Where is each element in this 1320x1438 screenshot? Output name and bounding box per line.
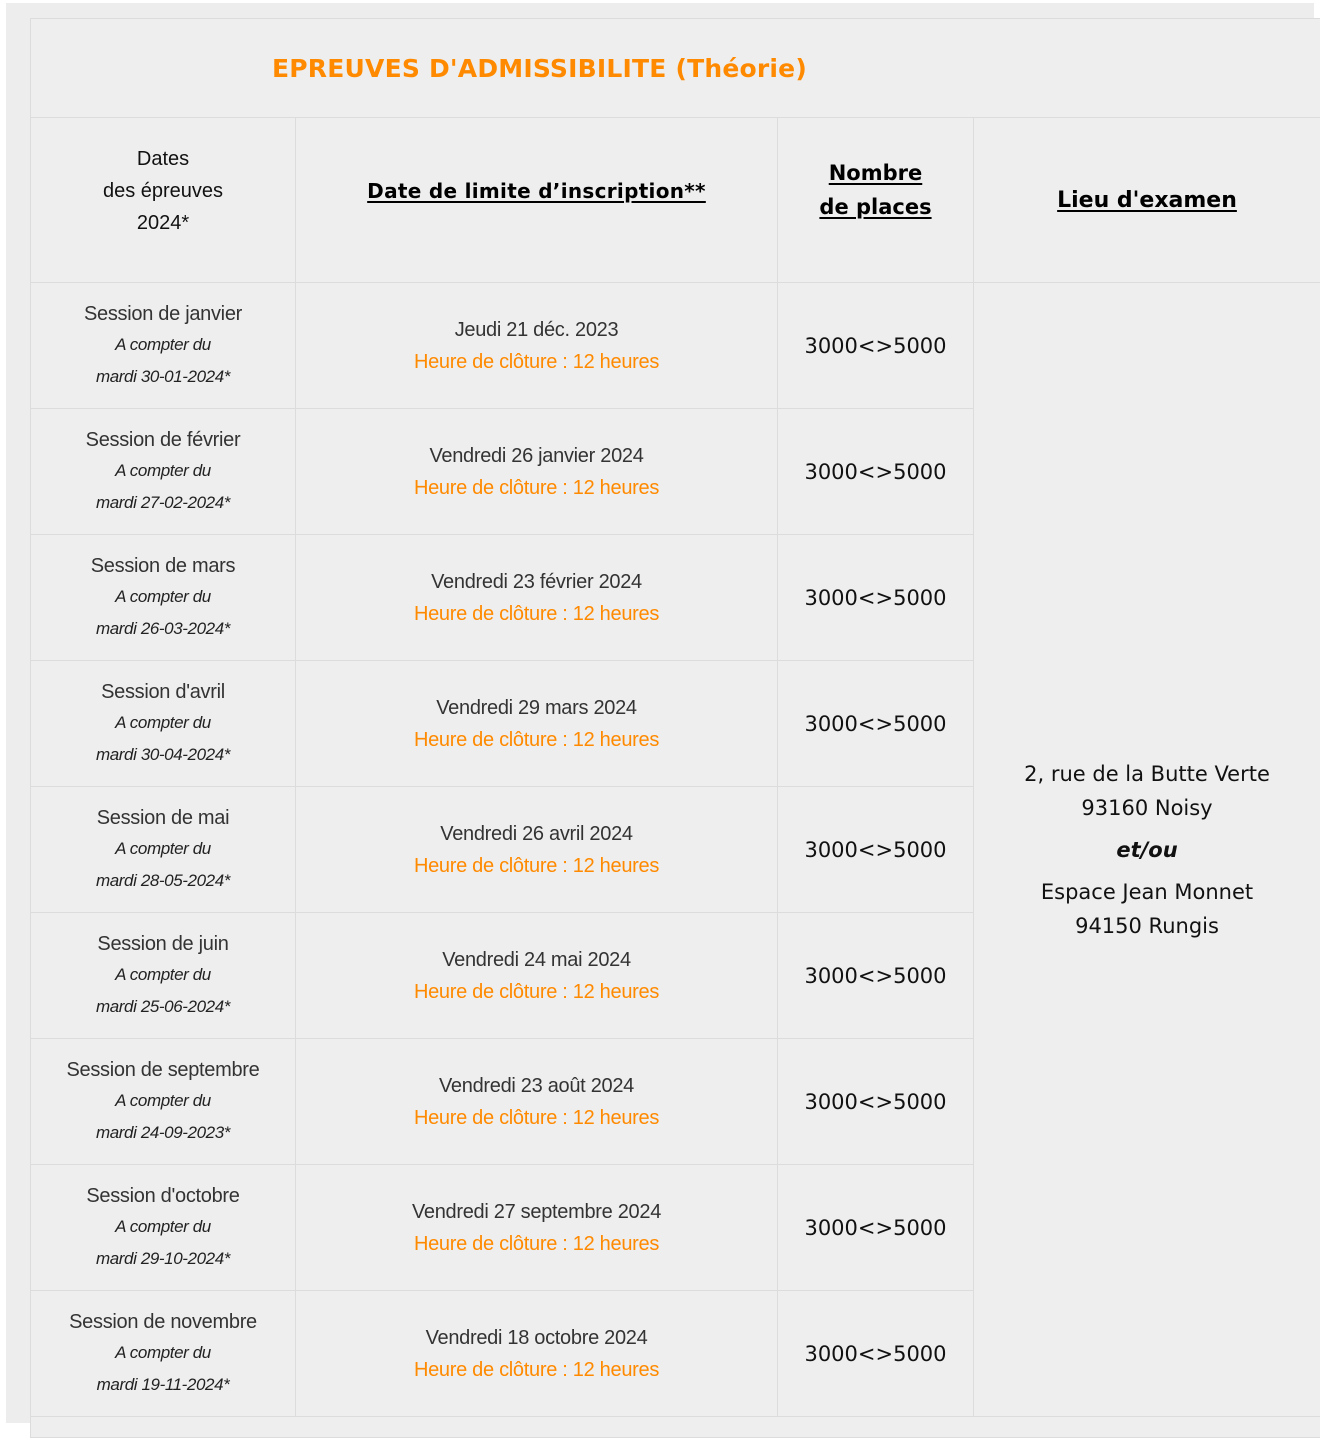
places-range: 3000<>5000 <box>804 964 946 988</box>
session-cell <box>31 913 296 1039</box>
session-cell <box>31 787 296 913</box>
header-deadline <box>296 118 778 283</box>
asterisk-note-mark: * <box>224 871 230 890</box>
header-location-label: Lieu d'examen <box>1057 188 1237 213</box>
deadline-cell <box>296 283 778 409</box>
deadline-cell <box>296 661 778 787</box>
closing-time: Heure de clôture : 12 heures <box>296 850 777 882</box>
session-name: Session de juin <box>31 929 295 959</box>
session-date-text: mardi 28-05-2024 <box>96 871 224 890</box>
closing-time: Heure de clôture : 12 heures <box>296 724 777 756</box>
places-range: 3000<>5000 <box>804 712 946 736</box>
session-cell <box>31 409 296 535</box>
session-name: Session d'octobre <box>31 1181 295 1211</box>
session-cell <box>31 661 296 787</box>
session-start-date <box>31 991 295 1023</box>
session-start-date <box>31 361 295 393</box>
session-date-text: mardi 27-02-2024 <box>96 493 224 512</box>
asterisk-note-mark: * <box>224 493 230 512</box>
closing-time: Heure de clôture : 12 heures <box>296 1228 777 1260</box>
session-date-text: mardi 30-01-2024 <box>96 367 224 386</box>
session-from-label: A compter du <box>31 1337 295 1369</box>
session-start-date <box>31 1117 295 1149</box>
places-cell <box>778 1165 974 1291</box>
session-from-label: A compter du <box>31 1085 295 1117</box>
session-from-label: A compter du <box>31 455 295 487</box>
table-title-cell <box>31 19 1320 118</box>
deadline-cell <box>296 1291 778 1417</box>
table-title: EPREUVES D'ADMISSIBILITE (Théorie) <box>272 54 807 83</box>
deadline-cell <box>296 409 778 535</box>
closing-time: Heure de clôture : 12 heures <box>296 472 777 504</box>
location-1-city: 93160 Noisy <box>974 791 1320 825</box>
places-range: 3000<>5000 <box>804 460 946 484</box>
closing-time: Heure de clôture : 12 heures <box>296 346 777 378</box>
session-cell <box>31 535 296 661</box>
deadline-date: Vendredi 24 mai 2024 <box>296 944 777 976</box>
session-cell <box>31 1291 296 1417</box>
asterisk-note-mark: * <box>224 619 230 638</box>
closing-time: Heure de clôture : 12 heures <box>296 976 777 1008</box>
places-range: 3000<>5000 <box>804 586 946 610</box>
location-2-city: 94150 Rungis <box>974 909 1320 943</box>
deadline-cell <box>296 1165 778 1291</box>
session-start-date <box>31 613 295 645</box>
deadline-cell <box>296 1039 778 1165</box>
table-footer-row <box>31 1417 1320 1438</box>
deadline-date: Vendredi 26 janvier 2024 <box>296 440 777 472</box>
places-cell <box>778 409 974 535</box>
deadline-cell <box>296 535 778 661</box>
session-start-date <box>31 865 295 897</box>
asterisk-note-mark: * <box>224 367 230 386</box>
session-date-text: mardi 30-04-2024 <box>96 745 224 764</box>
session-date-text: mardi 26-03-2024 <box>96 619 224 638</box>
session-start-date <box>31 1243 295 1275</box>
session-from-label: A compter du <box>31 833 295 865</box>
header-places-line-2: de places <box>778 190 973 224</box>
deadline-date: Vendredi 23 février 2024 <box>296 566 777 598</box>
session-from-label: A compter du <box>31 329 295 361</box>
header-dates-line-3: 2024* <box>31 207 295 239</box>
session-row <box>31 283 1320 409</box>
session-name: Session de septembre <box>31 1055 295 1085</box>
session-from-label: A compter du <box>31 581 295 613</box>
session-name: Session de mars <box>31 551 295 581</box>
location-separator: et/ou <box>974 833 1320 867</box>
places-range: 3000<>5000 <box>804 1216 946 1240</box>
deadline-cell <box>296 913 778 1039</box>
places-cell <box>778 283 974 409</box>
deadline-date: Vendredi 27 septembre 2024 <box>296 1196 777 1228</box>
asterisk-note-mark: * <box>224 997 230 1016</box>
asterisk-note-mark: * <box>224 1123 230 1142</box>
session-cell <box>31 1039 296 1165</box>
places-range: 3000<>5000 <box>804 1090 946 1114</box>
deadline-date: Vendredi 23 août 2024 <box>296 1070 777 1102</box>
session-date-text: mardi 25-06-2024 <box>96 997 224 1016</box>
session-start-date <box>31 739 295 771</box>
places-cell <box>778 1291 974 1417</box>
places-range: 3000<>5000 <box>804 334 946 358</box>
location-2-name: Espace Jean Monnet <box>974 875 1320 909</box>
session-name: Session de février <box>31 425 295 455</box>
session-name: Session de novembre <box>31 1307 295 1337</box>
deadline-date: Vendredi 18 octobre 2024 <box>296 1322 777 1354</box>
header-dates-line-2: des épreuves <box>31 175 295 207</box>
session-name: Session d'avril <box>31 677 295 707</box>
session-date-text: mardi 29-10-2024 <box>96 1249 224 1268</box>
exam-schedule-table <box>30 18 1320 1438</box>
asterisk-note-mark: * <box>224 745 230 764</box>
deadline-date: Vendredi 26 avril 2024 <box>296 818 777 850</box>
session-cell <box>31 1165 296 1291</box>
deadline-date: Vendredi 29 mars 2024 <box>296 692 777 724</box>
header-row <box>31 118 1320 283</box>
header-places <box>778 118 974 283</box>
session-date-text: mardi 19-11-2024 <box>97 1375 224 1394</box>
session-date-text: mardi 24-09-2023 <box>96 1123 224 1142</box>
location-cell <box>974 283 1320 1417</box>
header-places-line-1: Nombre <box>778 156 973 190</box>
header-deadline-label: Date de limite d’inscription** <box>367 179 706 203</box>
session-cell <box>31 283 296 409</box>
places-cell <box>778 787 974 913</box>
closing-time: Heure de clôture : 12 heures <box>296 598 777 630</box>
places-cell <box>778 913 974 1039</box>
session-from-label: A compter du <box>31 707 295 739</box>
table-footer-cell <box>31 1417 1320 1438</box>
session-name: Session de janvier <box>31 299 295 329</box>
closing-time: Heure de clôture : 12 heures <box>296 1354 777 1386</box>
location-1-street: 2, rue de la Butte Verte <box>974 757 1320 791</box>
places-cell <box>778 1039 974 1165</box>
places-cell <box>778 535 974 661</box>
deadline-date: Jeudi 21 déc. 2023 <box>296 314 777 346</box>
header-dates-line-1: Dates <box>31 143 295 175</box>
session-start-date <box>31 1369 295 1401</box>
session-from-label: A compter du <box>31 1211 295 1243</box>
places-range: 3000<>5000 <box>804 1342 946 1366</box>
places-cell <box>778 661 974 787</box>
session-name: Session de mai <box>31 803 295 833</box>
asterisk-note-mark: * <box>224 1249 230 1268</box>
header-location <box>974 118 1320 283</box>
places-range: 3000<>5000 <box>804 838 946 862</box>
asterisk-note-mark: * <box>223 1375 229 1394</box>
header-dates <box>31 118 296 283</box>
deadline-cell <box>296 787 778 913</box>
closing-time: Heure de clôture : 12 heures <box>296 1102 777 1134</box>
session-start-date <box>31 487 295 519</box>
session-from-label: A compter du <box>31 959 295 991</box>
